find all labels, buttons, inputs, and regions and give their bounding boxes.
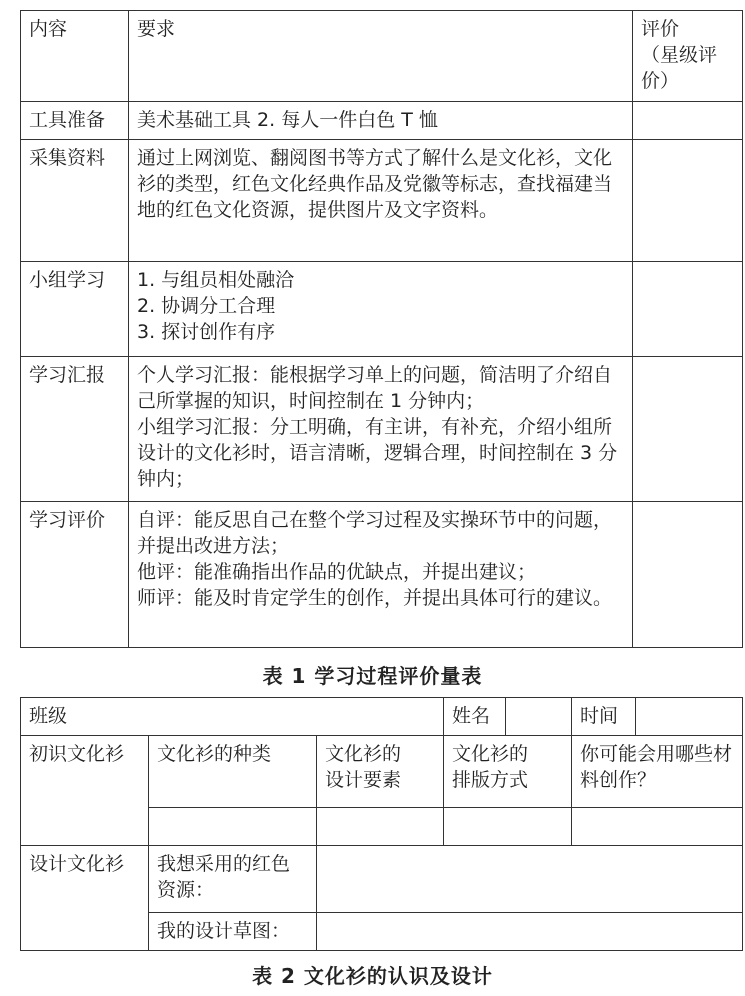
table-row: [21, 102, 743, 140]
answer-materials-field[interactable]: [572, 808, 743, 846]
table-row: [21, 357, 743, 502]
rating-cell: [633, 102, 743, 140]
rating-cell: [633, 357, 743, 502]
col-elements: 文化衫的 设计要素: [317, 736, 444, 808]
header-content: 内容: [21, 11, 129, 102]
table2-resource-row: [21, 846, 743, 913]
name-label: 姓名: [444, 698, 506, 736]
answer-layout-field[interactable]: [444, 808, 572, 846]
answer-types-field[interactable]: [149, 808, 317, 846]
table1-caption: 表 1 学习过程评价量表: [262, 664, 483, 688]
class-label: 班级: [21, 698, 444, 736]
rating-cell: [633, 140, 743, 262]
row-label: 学习评价: [21, 502, 129, 648]
row-text: 自评：能反思自己在整个学习过程及实操环节中的问题，并提出改进方法； 他评：能准确指出作品的优缺点，并提出建议； 师评：能及时肯定学生的创作，并提出具体可行的建议。: [129, 502, 633, 648]
row-label: 学习汇报: [21, 357, 129, 502]
time-field[interactable]: [636, 698, 743, 736]
row-text: 1. 与组员相处融洽 2. 协调分工合理 3. 探讨创作有序: [129, 262, 633, 357]
header-rating: 评价 （星级评 价）: [633, 11, 743, 102]
section1-label: 初识文化衫: [21, 736, 149, 846]
learning-process-evaluation-table: [20, 10, 743, 648]
red-resource-label: 我想采用的红色资源：: [149, 846, 317, 913]
culture-shirt-design-table: [20, 697, 743, 951]
sketch-label: 我的设计草图：: [149, 913, 317, 951]
sketch-field[interactable]: [317, 913, 743, 951]
col-layout: 文化衫的 排版方式: [444, 736, 572, 808]
col-materials: 你可能会用哪些材料创作？: [572, 736, 743, 808]
row-label: 小组学习: [21, 262, 129, 357]
row-text: 美术基础工具 2. 每人一件白色 T 恤: [129, 102, 633, 140]
rating-cell: [633, 262, 743, 357]
row-label: 工具准备: [21, 102, 129, 140]
name-field[interactable]: [506, 698, 572, 736]
header-requirement: 要求: [129, 11, 633, 102]
col-types: 文化衫的种类: [149, 736, 317, 808]
red-resource-field[interactable]: [317, 846, 743, 913]
table-row: [21, 262, 743, 357]
rating-cell: [633, 502, 743, 648]
row-label: 采集资料: [21, 140, 129, 262]
table2-info-row: [21, 698, 743, 736]
table-row: [21, 140, 743, 262]
table2-questions-row: [21, 736, 743, 808]
answer-elements-field[interactable]: [317, 808, 444, 846]
table-row: [21, 502, 743, 648]
row-text: 通过上网浏览、翻阅图书等方式了解什么是文化衫，文化衫的类型，红色文化经典作品及党徽等标志，查找福建当地的红色文化资源，提供图片及文字资料。: [129, 140, 633, 262]
table1-header-row: [21, 11, 743, 102]
table2-caption: 表 2 文化衫的认识及设计: [252, 964, 493, 988]
row-text: 个人学习汇报：能根据学习单上的问题，简洁明了介绍自己所掌握的知识，时间控制在 1 分钟内； 小组学习汇报：分工明确，有主讲，有补充，介绍小组所设计的文化衫时，语言清晰，逻辑合理，时间控制在 3 分钟内；: [129, 357, 633, 502]
time-label: 时间: [572, 698, 636, 736]
section2-label: 设计文化衫: [21, 846, 149, 951]
